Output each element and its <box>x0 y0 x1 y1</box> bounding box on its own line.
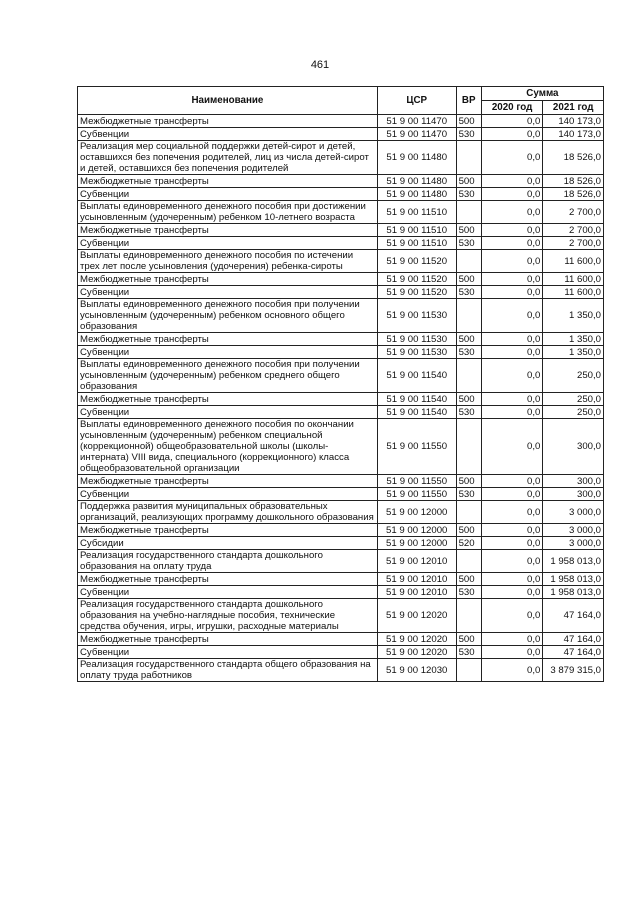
table-row <box>78 188 604 201</box>
row-amount-2021: 1 958 013,0 <box>543 586 604 599</box>
row-vr <box>456 501 481 524</box>
row-amount-2021: 3 000,0 <box>543 524 604 537</box>
row-vr: 500 <box>456 573 481 586</box>
row-amount-2020: 0,0 <box>481 141 543 175</box>
row-amount-2021: 250,0 <box>543 393 604 406</box>
row-amount-2020: 0,0 <box>481 550 543 573</box>
row-amount-2020: 0,0 <box>481 273 543 286</box>
header-sum: Сумма <box>481 87 603 101</box>
row-amount-2021: 1 350,0 <box>543 333 604 346</box>
row-name: Межбюджетные трансферты <box>78 333 378 346</box>
row-vr <box>456 141 481 175</box>
row-name: Выплаты единовременного денежного пособия при получении усыновленным (удочеренным) ребенком среднего общего образования <box>78 359 378 393</box>
table-row <box>78 115 604 128</box>
row-amount-2021: 18 526,0 <box>543 188 604 201</box>
table-row <box>78 237 604 250</box>
row-vr: 500 <box>456 115 481 128</box>
row-amount-2020: 0,0 <box>481 633 543 646</box>
row-vr: 530 <box>456 188 481 201</box>
row-name: Субвенции <box>78 128 378 141</box>
row-name: Субсидии <box>78 537 378 550</box>
table-row <box>78 393 604 406</box>
row-vr <box>456 299 481 333</box>
row-vr: 500 <box>456 175 481 188</box>
row-name: Субвенции <box>78 646 378 659</box>
table-row <box>78 586 604 599</box>
row-name: Выплаты единовременного денежного пособия по окончании усыновленным (удочеренным) ребенком специальной (коррекционной) общеобразовательной школы (школы-интерната) VIII вида, специального (коррекционного) класса общеобразовательной организации <box>78 419 378 475</box>
row-amount-2020: 0,0 <box>481 237 543 250</box>
row-amount-2021: 300,0 <box>543 419 604 475</box>
row-csr: 51 9 00 11480 <box>377 188 456 201</box>
row-vr <box>456 419 481 475</box>
row-vr: 500 <box>456 633 481 646</box>
row-csr: 51 9 00 12010 <box>377 550 456 573</box>
row-vr: 530 <box>456 488 481 501</box>
row-amount-2020: 0,0 <box>481 359 543 393</box>
header-name: Наименование <box>78 87 378 115</box>
row-vr: 520 <box>456 537 481 550</box>
row-vr <box>456 550 481 573</box>
row-amount-2020: 0,0 <box>481 128 543 141</box>
row-name: Субвенции <box>78 286 378 299</box>
row-name: Выплаты единовременного денежного пособия при достижении усыновленным (удочеренным) ребенком 10-летнего возраста <box>78 201 378 224</box>
row-name: Межбюджетные трансферты <box>78 475 378 488</box>
row-vr: 530 <box>456 406 481 419</box>
table-row <box>78 501 604 524</box>
row-csr: 51 9 00 12000 <box>377 524 456 537</box>
table-row <box>78 419 604 475</box>
header-csr: ЦСР <box>377 87 456 115</box>
row-amount-2021: 2 700,0 <box>543 237 604 250</box>
row-amount-2021: 3 000,0 <box>543 537 604 550</box>
table-row <box>78 524 604 537</box>
row-name: Субвенции <box>78 237 378 250</box>
row-amount-2021: 3 879 315,0 <box>543 659 604 682</box>
row-csr: 51 9 00 11520 <box>377 250 456 273</box>
row-amount-2020: 0,0 <box>481 346 543 359</box>
row-name: Субвенции <box>78 346 378 359</box>
row-csr: 51 9 00 12010 <box>377 573 456 586</box>
row-amount-2021: 47 164,0 <box>543 633 604 646</box>
row-csr: 51 9 00 11510 <box>377 201 456 224</box>
row-name: Межбюджетные трансферты <box>78 175 378 188</box>
row-vr: 500 <box>456 524 481 537</box>
row-name: Межбюджетные трансферты <box>78 573 378 586</box>
table-row <box>78 175 604 188</box>
row-vr <box>456 659 481 682</box>
row-csr: 51 9 00 11550 <box>377 419 456 475</box>
row-amount-2020: 0,0 <box>481 224 543 237</box>
row-amount-2021: 140 173,0 <box>543 115 604 128</box>
row-amount-2020: 0,0 <box>481 524 543 537</box>
row-name: Реализация государственного стандарта дошкольного образования на учебно-наглядные пособия, технические средства обучения, игры, игрушки, расходные материалы <box>78 599 378 633</box>
row-name: Межбюджетные трансферты <box>78 633 378 646</box>
table-row <box>78 537 604 550</box>
row-csr: 51 9 00 11480 <box>377 141 456 175</box>
table-row <box>78 286 604 299</box>
row-vr: 530 <box>456 646 481 659</box>
row-csr: 51 9 00 12020 <box>377 646 456 659</box>
row-amount-2021: 250,0 <box>543 359 604 393</box>
row-amount-2020: 0,0 <box>481 299 543 333</box>
row-amount-2021: 3 000,0 <box>543 501 604 524</box>
row-amount-2020: 0,0 <box>481 475 543 488</box>
header-vr: ВР <box>456 87 481 115</box>
row-amount-2020: 0,0 <box>481 175 543 188</box>
table-row <box>78 141 604 175</box>
table-row <box>78 659 604 682</box>
row-csr: 51 9 00 11540 <box>377 393 456 406</box>
row-amount-2020: 0,0 <box>481 419 543 475</box>
row-amount-2021: 1 958 013,0 <box>543 550 604 573</box>
row-name: Межбюджетные трансферты <box>78 224 378 237</box>
row-name: Субвенции <box>78 586 378 599</box>
row-amount-2020: 0,0 <box>481 537 543 550</box>
row-amount-2020: 0,0 <box>481 488 543 501</box>
row-vr: 500 <box>456 224 481 237</box>
row-csr: 51 9 00 11530 <box>377 299 456 333</box>
table-row <box>78 646 604 659</box>
row-vr: 530 <box>456 586 481 599</box>
row-amount-2021: 47 164,0 <box>543 599 604 633</box>
table-row <box>78 633 604 646</box>
row-amount-2020: 0,0 <box>481 659 543 682</box>
row-amount-2021: 2 700,0 <box>543 224 604 237</box>
table-row <box>78 359 604 393</box>
row-csr: 51 9 00 11550 <box>377 475 456 488</box>
row-name: Реализация государственного стандарта общего образования на оплату труда работников <box>78 659 378 682</box>
row-name: Поддержка развития муниципальных образовательных организаций, реализующих программу дошкольного образования <box>78 501 378 524</box>
row-amount-2020: 0,0 <box>481 599 543 633</box>
row-vr: 530 <box>456 346 481 359</box>
row-csr: 51 9 00 12020 <box>377 633 456 646</box>
row-amount-2021: 18 526,0 <box>543 175 604 188</box>
table-row <box>78 333 604 346</box>
row-amount-2021: 47 164,0 <box>543 646 604 659</box>
page-number: 461 <box>310 59 330 71</box>
row-vr: 500 <box>456 273 481 286</box>
table-row <box>78 273 604 286</box>
row-name: Выплаты единовременного денежного пособия по истечении трех лет после усыновления (удочерения) ребенка-сироты <box>78 250 378 273</box>
table-row <box>78 250 604 273</box>
row-amount-2020: 0,0 <box>481 333 543 346</box>
table-row <box>78 406 604 419</box>
row-amount-2021: 1 350,0 <box>543 299 604 333</box>
row-amount-2021: 300,0 <box>543 475 604 488</box>
row-name: Выплаты единовременного денежного пособия при получении усыновленным (удочеренным) ребенком основного общего образования <box>78 299 378 333</box>
row-amount-2021: 2 700,0 <box>543 201 604 224</box>
row-csr: 51 9 00 11470 <box>377 128 456 141</box>
table-row <box>78 299 604 333</box>
row-vr: 530 <box>456 237 481 250</box>
row-amount-2020: 0,0 <box>481 286 543 299</box>
row-amount-2020: 0,0 <box>481 646 543 659</box>
row-csr: 51 9 00 11550 <box>377 488 456 501</box>
row-amount-2021: 250,0 <box>543 406 604 419</box>
row-vr: 530 <box>456 128 481 141</box>
table-row <box>78 573 604 586</box>
row-amount-2021: 1 958 013,0 <box>543 573 604 586</box>
row-name: Субвенции <box>78 406 378 419</box>
row-amount-2020: 0,0 <box>481 393 543 406</box>
row-csr: 51 9 00 11470 <box>377 115 456 128</box>
table-row <box>78 488 604 501</box>
header-year-2020: 2020 год <box>481 101 543 115</box>
row-amount-2020: 0,0 <box>481 115 543 128</box>
row-amount-2020: 0,0 <box>481 573 543 586</box>
row-amount-2021: 11 600,0 <box>543 286 604 299</box>
row-name: Межбюджетные трансферты <box>78 115 378 128</box>
table-row <box>78 599 604 633</box>
row-csr: 51 9 00 11520 <box>377 286 456 299</box>
row-name: Субвенции <box>78 188 378 201</box>
row-csr: 51 9 00 11510 <box>377 237 456 250</box>
row-vr: 500 <box>456 333 481 346</box>
row-csr: 51 9 00 11530 <box>377 346 456 359</box>
row-amount-2021: 11 600,0 <box>543 273 604 286</box>
table-row <box>78 475 604 488</box>
row-csr: 51 9 00 12000 <box>377 501 456 524</box>
table-header <box>78 87 604 115</box>
row-amount-2021: 11 600,0 <box>543 250 604 273</box>
row-name: Межбюджетные трансферты <box>78 393 378 406</box>
row-amount-2020: 0,0 <box>481 501 543 524</box>
row-csr: 51 9 00 11520 <box>377 273 456 286</box>
table-row <box>78 128 604 141</box>
row-amount-2021: 300,0 <box>543 488 604 501</box>
row-name: Межбюджетные трансферты <box>78 524 378 537</box>
row-csr: 51 9 00 11530 <box>377 333 456 346</box>
row-name: Реализация государственного стандарта дошкольного образования на оплату труда <box>78 550 378 573</box>
row-amount-2020: 0,0 <box>481 201 543 224</box>
budget-table <box>77 86 604 682</box>
row-vr <box>456 359 481 393</box>
row-csr: 51 9 00 11480 <box>377 175 456 188</box>
row-csr: 51 9 00 12000 <box>377 537 456 550</box>
row-amount-2020: 0,0 <box>481 406 543 419</box>
row-amount-2020: 0,0 <box>481 188 543 201</box>
row-csr: 51 9 00 12030 <box>377 659 456 682</box>
row-csr: 51 9 00 12010 <box>377 586 456 599</box>
row-name: Реализация мер социальной поддержки детей-сирот и детей, оставшихся без попечения родителей, лиц из числа детей-сирот и детей, оставшихся без попечения родителей <box>78 141 378 175</box>
row-csr: 51 9 00 11510 <box>377 224 456 237</box>
row-csr: 51 9 00 11540 <box>377 406 456 419</box>
table-body <box>78 115 604 682</box>
header-year-2021: 2021 год <box>543 101 604 115</box>
table-row <box>78 346 604 359</box>
row-vr: 500 <box>456 475 481 488</box>
row-csr: 51 9 00 11540 <box>377 359 456 393</box>
row-vr: 530 <box>456 286 481 299</box>
row-amount-2021: 140 173,0 <box>543 128 604 141</box>
row-amount-2020: 0,0 <box>481 250 543 273</box>
row-vr <box>456 599 481 633</box>
row-vr: 500 <box>456 393 481 406</box>
row-vr <box>456 201 481 224</box>
table-row <box>78 224 604 237</box>
row-amount-2021: 18 526,0 <box>543 141 604 175</box>
table-row <box>78 550 604 573</box>
row-vr <box>456 250 481 273</box>
row-amount-2020: 0,0 <box>481 586 543 599</box>
row-name: Межбюджетные трансферты <box>78 273 378 286</box>
row-name: Субвенции <box>78 488 378 501</box>
row-amount-2021: 1 350,0 <box>543 346 604 359</box>
row-csr: 51 9 00 12020 <box>377 599 456 633</box>
table-row <box>78 201 604 224</box>
